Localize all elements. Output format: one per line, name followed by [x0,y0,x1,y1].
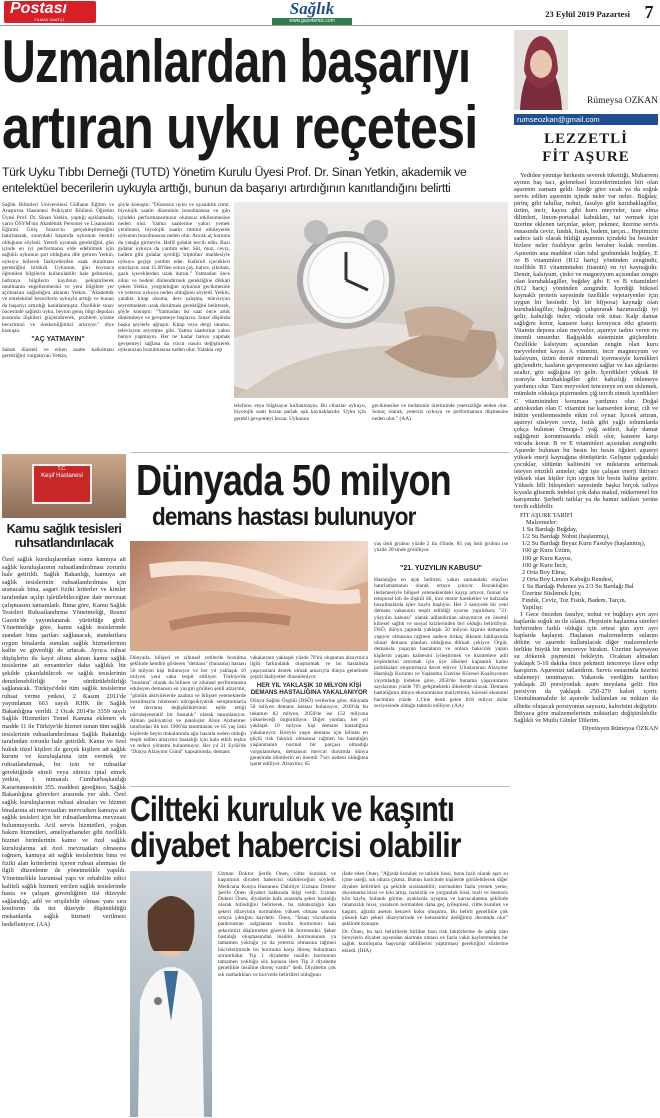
ingredient: 1/2 Su Bardağı Beyaz Kuru Fasulye (haşlanmış), [522,540,646,548]
diyabet-col1: Uzman Doktor Şerife Önen, ciltte kuruluk ve kaşıntının diyabet habercisi olabileceğini söyledi. Medicana Konya Hastanesi Dahiliye Uzmanı Doktor Şerife Önen diyabet hakkında bilgi verdi. Uzman Doktor Önen, diyabetin halk arasında şeker hastalığı olarak bilindiğini belirterek, bu rahatsızlığın kan şekeri düzeyinin normalden yüksek olması sonucu ortaya çıktığını kaydetti. Önen, "İnsan vücudunda pankreastan salgılanan insulin hormonun kan şekerimizi düşürmekte görevli bir hormondur. Şeker hastalığı oluşmasından insülin hormonunun ya tamamen yokluğu ya da yetersiz olmasına rağmen hücrelerimizde bu hormona karşı direnç bulunması sorumludur. Tip 1 diyabette insülin hormonun tamamen yokluğu söz konusu iken Tip 2 diyabette genellikle insüline direnç vardır" dedi. Diyabetin çok sık rastladıkları ve kuvvetle belirtileri olduğunu [218,871,336,978]
diyabet-col2: ifade eden Önen, "Ağızda kuruluk ve tatlılık hissi, bunu hızlı olarak aşırı su içme isteği, sık idrara çıkma. Bunun haricinde kişilerde görülebilecek diğer diyabet belirtileri şu şekilde sıralanabilir; normalden fazla yemek yeme, doyamama hissi ve kilo artışı, halsizlik ve yorgunluk hissi, hızlı ve istemsiz kilo kaybı, bulanık görme, ayaklarda uyuşma ve karıncalanma şeklinde rahatsızlık hissi, yaraların normalden daha geç iyileşmesi, ciltte kuruluk ve kaşıntı, ağızda aseton benzeri koku oluşumu. Bu belirti genellikle çok yüksek kan şekeri düzeylerinde ve ketoasidoz dediğimiz durumda olur" şeklinde konuştu. Dr. Önen, bu tarz belirtilerle birlikte bazı risk faktörlerine de sahip olan bireylerin diyabet açısından alarmda olması ve fazla vakit kaybetmeden bir sağlık kuruluşuna başvurup tahlillerini yaptırması gerektiğini sözlerine ekledi. (İHA) [342,871,508,954]
ingredient: 1 Su Bardağı Pekmez ya 2/3 Su Bardağı Bal [522,582,634,590]
hands-photo [130,541,368,651]
column-title: LEZZETLİ FİT AŞURE [542,131,630,165]
article-col4: gecikmesine ve melatonin üretiminde yetersizliğe neden olur. Sonuç olarak, yetersiz uykuya ve performansın düşmesine neden olur." (AA) [372,403,508,422]
article-deck: Türk Uyku Tıbbı Derneği (TUTD) Yönetim Kurulu Üyesi Prof. Dr. Sinan Yetkin, akademik ve entelektüel becerilerin uykuyla arttığı, bunun da başarıyı artırdığının kanıtlandığını belirtti [2,165,467,195]
page-number: 7 [644,2,654,22]
columnist-photo [514,30,568,110]
ingredient: Fındık, Ceviz, Toz Fıstık, Badem, Tarçın. [522,596,627,604]
article-uyku [0,28,510,450]
hospital-sign: T.C. Keşif Hastanesi [32,464,92,504]
article-kamu [0,452,128,1118]
section-title: Sağlık [289,0,335,18]
article-col2: şöyle konuştu: "Düzensiz uyku ve uyanıklık ritmi, biyolojik saatin düzeninin bozulmasına ve gün içindeki performansımızın olumsuz etkilenmesine neden olur. Yatma saatlerine yakın yemek yenilmesi, biyolojik saatin ritmini etkileyerek uykunun bozulmasına neden olur. Ancak aç karnına da yatağa girmeyin. Hafif gıdalar tercih edin. Bazı gıdalar uykuya da yardım eder. Süt, muz, ceviz, badem gibi gıdalar içerdiği 'triptofan' maddesiyle uykuya geçişe yardım eder. Kafeinli içecekleri sınırlayın, saat 15.00'den sonra çay, kahve, çikolata, gazlı içeceklerden uzak durun." Yatmadan önce zihni ve bedeni dinlendirmek gerektiğine dikkati çeken Yetkin, yorgunluğun uykunun gecikmesine ve yetersiz uykuya neden olduğunu söyledi. Yetkin, yatakta kitap okuma, ders çalışma, televizyon seyretmekten uzak durulması gerektiğini belirterek, şöyle konuştu: "Yatmadan iki saat önce artık dinlenmeye ve gevşemeye başlayın. Sınav düşünda başka şeylerle uğraşın. Kitap veya dergi okuma, televizyon seyretme gibi. Yatma saatlerine yakın banyo yapmayın. Her ne kadar banyo yapmak gevşemeyi sağlasa da vücut ısısını değiştirerek uykunuzun bozulmasına neden olur. Yatakta cep [118,202,230,353]
kamu-headline: Kamu sağlık tesisleri ruhsatlandırılacak [6,522,122,550]
columnist-avatar [514,30,568,110]
demans-headline-line1: Dünyada 50 milyon [136,457,451,505]
hospital-sign-photo [2,454,126,518]
ingredient: 2 Orta Boy Limon Kabuğu Rendesi, [522,575,614,583]
headline-line1: Uzmanlardan başarıyı [2,30,471,95]
ingredient: 2 Orta Boy Elma, [522,568,567,576]
demans-col1: Dünyada, bilişsel ve zihinsel yetilerde bozulma şeklinde kendini gösteren "demans" (bunama) hastası 50 milyon kişi bulunuyor ve her yıl yaklaşık 10 milyon yeni vaka tespit ediliyor. Türkiye'de "bunama" olarak da bilinen ve zihinsel performansta etkileyen demansın en yaygın görülen şekli alzaymır, "günlük aktivitelerde azalma ve bilişsel yeteneklerde bozulmayla nitelenen nöropsikiyatrik semptomlarla ve davranış değişikliklerinin eşlik ettiği nörodejeneratif bir hastalık" olarak tanımlanıyor. Alman psikiyatrist ve patolojist Alois Alzheimer tarafından ilk kez 1906'da tanımlanan ve 65 yaş üstü kişilerde beyin dokularında ağır hasarla neden olduğu tespit edilen alzaymır hastalığı için hala etkili teşhis ve tedavi yöntemi bulunmuyor. Her yıl 21 Eylül'de "Dünya Alzaymır Günü" kapsamında, demans [130,655,246,756]
kamu-body: Özel sağlık kuruluşlarından sonra kamuya ait sağlık kuruluşlarının ruhsatlandırılması zorunlu hale getirildi. Sağlık Bakanlığı, kamuya ait sağlık tesislerinin ruhsatlandırılması için aranacak bina, asgari fiziki kriterler ve kimler tarafından açılıp işletilebileceğine dair mevzuat çalışmasını tamamladı. Buna göre, Kamu Sağlık Tesisleri Ruhsatlandırma Yönetmeliği, Resmi Gazete'de yayımlanarak yürürlüğe girdi. Yönetmeliğe göre, kamu sağlık tesislerinde standart bina şartları sağlanacak, standartlara uygun binalarda sunulan sağlık hizmetlerinin kalite ve güvenliği de artacak. Ayrıca ruhsat düşüşlerin ile kayıt altına alınan kamu sağlık tesislerine ait envanterler daha sağlıklı bir şekilde çıkarılabilecek ve sağlık tesislerinin denetlenebilirliği ve sürdürülebilirliği sağlanacak. Türkiye'deki tüm sağlık tesislerine ruhsat verme yetkisi, 2 Kasım 2011'de yayımlanan 663 sayılı KHK ile Sağlık Bakanlığına verildi. 2 Ocak 2014'te 3359 sayılı Sağlık Hizmetleri Temel Kanuna eklenen ek madde 11 ile Türkiye'de hizmet sunan tüm sağlık tesislerinin ruhsatlandırılması Sağlık Bakanlığı tarafından zorunlu hale getirildi. Kamu ve özel hukuk tüzel kişileri ile gerçek kişilere ait sağlık kurum ve kuruluşlarına izin vermek ve ruhsatlandırmak, bu izin ve ruhsatlar gerektiğinde süreli veya süresiz iptal etmek yetkisi, 1 numaralı Cumhurbaşkanlığı Kararnamesinin 355. maddesi gereğince, Sağlık Bakanlığına görevleri arasında yer aldı. Özel sağlık kuruluşlarının ruhsat almaları ve hizmet binalarına ait mevzuatları mevcutken kamuya ait sağlık tesisleri için bir ruhsatlandırma mevzuatı bulunmuyordu. Acil servis hizmetleri, yoğun bakım hizmetleri, ameliyathaneler gibi özellikli hizmet birimlerinin kamu ve özel sağlık kuruluşlarına ait özel mevzuatları olmasına rağmen, kamuya ait sağlık tesislerinin bina ve fiziki alan kriterlerini içeren ruhsat alınması ile ilgili düzenleme de yönetmelikle yapıldı. Yönetmelikle kurumsal yapı ve rehabilite edici kaliteli sağlık hizmeti verilen sağlık tesislerinde hasta ve çalışan güvenliğinin üst düzeyde sağlandığı, adil ve erişilebilir olması yanı sıra konforun da üst düzeyde düşünüldüğü mekanlarda sağlık hizmeti verilmesi hedefleniyor. (AA) [2,556,126,928]
article-diyabet [130,786,510,1118]
ingredient: Üzerine Süslemek İçin; [522,589,582,597]
doctor-photo [130,871,212,1117]
article-col1: Sağlık Bilimleri Üniversitesi Gülhane Eğitim ve Araştırma Hastanesi Psikiyatri Bölümü Öğretim Üyesi Prof. Dr. Sinan Yetkin, yaptığı açıklamada, yarın ÖSYM'nin Akademik Personel ve Lisansüstü Eğitimi Giriş Sınavı'nı gerçekleştireceğini hatırlatarak, sınavdaki başarıda uykunun önemli olduğunu söyledi. Yeterli uyumak gerektiğini, gün içinde en iyi performansı elde edebilmek için sağlıklı uykunun şart olduğunu dile getiren Yetkin, uykuyu bölecek faaliyetlerden uzak durulması gerektiğini bildirdi. Uykunun, gün boyunca öğrenilen bilgilerin kullanılabilir hale gelmesini, hafızaya bilgilerin kaydının pekiştirilerek unutmanın engellenmesini ve yeni bilgilere yer açılmasını sağladığını aktaran Yetkin, "Akademik ve entelektüel becerilerin uykuyla arttığı ve bunun da başarıyı artırdığı kanıtlanmıştır. Özellikle sınav öncesinde sağlıklı uyku, beynin geniş bilgi depoları arasında ilişkileri güçlendirerek, problem çözme becerimizi ve üretkenliğimizi artırıyor." diye konuştu. "AÇ YATMAYIN" Sabah düzenli ve erken saatte kalkılması gerektiğini vurgulayan Yetkin, [2,202,114,359]
columnist-section [512,28,660,1118]
masthead [0,0,660,26]
headline-line2: artıran uyku reçetesi [2,96,478,161]
ingredient: 100 gr Kuru Kayısı, [522,554,573,562]
demans-col3a: yaş üstü grubun yüzde 2 ila 4'ünde, 85 yaş üstü grubun ise yüzde 20'sinde görülüyor. [374,541,508,554]
ingredient: 1/2 Su Bardağı Nohut (haşlanmış), [522,533,610,541]
ingredient: 1 Su Bardağı Buğday, [522,526,578,534]
newspaper-logo [4,1,96,23]
demans-headline-line2: demans hastası bulunuyor [152,503,416,531]
holding-hands-icon [130,541,368,651]
section-url: www.gazetemiz.com [272,18,352,25]
clock-sleep-photo [234,202,508,398]
article-col3: telefonu veya bilgisayar kullanmayın. Bu cihazlar uykuyu, biyolojik saati bozan parlak ışık kaynaklarıdır. Uyku için gerekli gevşemeyi bozar. Uykunun [234,403,366,422]
demans-col2: vakalarının yaklaşık yüzde 70'ini oluşturan alzaymır'a ilgili farkındalık oluşturmak ve bu hastalıkla yaşayanlara destek olmak amacıyla dünya genelinde çeşitli faaliyetler düzenleniyor. HER YIL YAKLAŞIK 10 MİLYON KİŞİ DEMANS HASTALIĞINA YAKALANIYOR Dünya Sağlık Örgütü (DSÖ) verilerine göre, dünyada 50 milyon demans hastası bulunuyor, 2030'da bu rakamın 82 milyon, 2050'de ise 152 milyona yükseleceği öngörülüyor. Diğer yandan, her yıl yaklaşık 10 milyon kişi demans hastalığına yakalanıyor. Bireyin yaşın demans için bilinen en güçlü risk faktörü olmasına rağmen bu hastalığın yaşlanmanın normal bir parçası olmadığı vurgulanırken, demansın mevcut durumda dünya genelinde ölümlerin en önemli 7'nci nedeni olduğuna işaret ediliyor. Alzaymır, 65 [250,655,368,768]
doctor-portrait-icon [130,871,212,1117]
issue-date: 23 Eylül 2019 Pazartesi [545,9,630,19]
diyabet-headline-line2: diyabet habercisi olabilir [130,827,461,865]
alarm-clock-icon [234,202,508,398]
logo-subtext: YILMAZ SAATÇİ [34,17,64,22]
diyabet-headline-line1: Ciltteki kuruluk ve kaşıntı [130,791,454,829]
ingredient: 100 gr Kuru Üzüm, [522,547,572,555]
columnist-name: Rümeysa ÖZKAN [587,96,658,106]
ingredient: 100 gr Kuru İncir, [522,561,568,569]
demans-subhead2: "21. YÜZYILIN KABUSU" [400,565,482,572]
demans-col3b: Hastalığın en açık belirtisi, yakın zamandaki olayları hatırlamamanın olarak ortaya çıkıyor. Bozukluğun ilerlemesiyle bilişsel yeteneklerdeki kayıp artıyor, fonnal ve temporal lob ile ilişkili dil, ince motor hareketler ve hafızada bozulmalarda işlev kaybı başlıyor. Her 3 saniyede bir yeni demans vakasının tespit edildiği uyarısı yapılırken, "21. yüzyılın kabusu" olarak adlandırılan alzaymırın en önemli küresel sağlık ve sosyal krizlerinden biri olduğu belirtiliyor. DSÖ, dünya çapında yaklaşık 50 milyon kişinin demansla yaşıyor olmasına rağmen sadece birkaç ülkenin hâlihazırda ulusal demans planları olduğuna dikkati çekiyor. Örgüt, demansla yaşayan hastaların ve onlara bakıcılık yapan kişilerin yaşam kalitesini iyileştirmek ve hizmetlere adil erişimlerini artırmak için üye ülkeleri kapsamlı kamu politikaları oluşturmaya davet ediyor. Uluslararası Alzaymır Hastalığı Kurumu ve Yaşlanma Üzerine Küresel Koalisyonun yayımladığı indekse göre, 2050'de bunama yaşayanların sayılarının yüzde 70'i gelişmekteki ülkelerde olacak. Demans hastalığının dünya ekonomisine maliyetinin, küresel ekonomi hacminin yüzde 1,1'ine denk gelen 818 milyar dolar seviyesinde olduğu tahmin ediliyor. (AA) [374,577,508,709]
column-body: Yediden yetmişe herkesin severek tükettiği, Muharrem ayının baş tacı, geleneksel lezzetlerimizden biri olan aşurenin zamanı geldi. İsteğe göre sıcak ya da soğuk servis edilen aşurenin içinde neler var neler.. Buğday, pirinç gibi tahıllar, nohut, fasulye gibi kurubaklagiller, üzüm, incir, kayısı gibi kuru meyveler, taze elma dilimleri, limon-portakal kabukları, tat vermek için üzerine eklenen tarçınlar, şeker, pekmez, üzerine servis esnasında ceviz, fındık, fıstık, badem, tarçın... Hepimizin sadece tatlı olarak bildiği aşurenin içindeki bu besinler bizlere neler fısıldıyor gelin beraber kulak verelim. Aşurenin ana maddesi olan tahıl grubundaki buğday, E ve B vitaminleri (B12 hariç) yönünden zengindir, özellikle B1 vitamininden (tiamin) en iyi kaynağıdır. Demir, kalsiyum, çinko ve magnezyum açısından zengin olan kurubaklagiller, buğday gibi E ve B vitaminleri (B12 hariç) yönünden zengindir. İçerdiği bitkisel kaynaklı protein sayesinde özellikle vejetaryenler için uygun bir besindir. İyi bir lif(posa) kaynağı olan kurubaklagiller, bağırsağı çalıştırarak hazımsızlığı iyi gelir, kabızlığı önler, vücuda tok tutar. Kalp damar sağlığını korur, kansere karşı koruyucu etki gösterir. Vitamin deposu olan meyveler, aşureye tadını veren en önemli unsurdur. Bağışıklık sisteminin güçlendirir. Özellikle kalsiyum açısından zengin olan kuru meyvelerden kayısı A vitamini, incir magnezyum ve kalsiyum, üzüm demir minerali içermesiyle kemikleri güçlendirir, kasların gevşemesini sağlar ve kas ağrılarını azaltır, göz sağlığına iyi gelir. İçerdikleri yüksek lif oranıyla kurubaklagiller gibi kabızlığı önlemeye yardımcı olur. Taze meyveleri tencereye en son eklemek, mümkün oldukça pişirmeden çiğ tercih etmek içerdikleri C vitamininden koruması yardımcı olur. Doğal antioksidan olan C vitamini ise kanserden korur, cilt ve bütün yenilenmesinde etkin rol oynar. İçecek artıran, aşureyi süsleyen ceviz, fıstık gibi yağlı tohumlarda çokça bulunan Omega-3 yağ asitleri, kalp damar sağlığının korunmasında etkili olur, kansere karşı vücudu korur. B ve E vitaminleri açısından zengindir. Aşurede bulunan bu besin bu besin öğeleri aşureyi yüksek enerji kaynağına dönüştürür. Gelişme çağındaki çocuklar, sütünün kalitesini ve miktarını arttırmak isteyen emzikli anneler, ağır işte çalışan enerji ihtiyacı yüksek olan kişiler için uygun bir besin haline getirir. Yüksek lifli bileşenleri sayesinde başka birçok tatlıya kıyasla glisemik indeksi çok daha makul, mükemmel bir karışımdır. Şerbetli tatlılar ya da hamur tatlıları yerine tercih edilebilir. FİT AŞURE TARİFİ Malzemeler: 1 Su Bardağı Buğday, 1/2 Su Bardağı Nohut (haşlanmış), 1/2 Su Bardağı Beyaz Kuru Fasulye (haşlanmış), 100 gr Kuru Üzüm, 100 gr Kuru Kayısı, 100 gr Kuru İncir, 2 Orta Boy Elma, 2 Orta Boy Limon Kabuğu Rendesi, 1 Su Bardağı Pekmez ya 2/3 Su Bardağı Bal Üzerine Süslemek İçin; Fındık, Ceviz, Toz Fıstık, Badem, Tarçın. Yapılışı: 1 Gece önceden fasulye, nohut ve buğdayı ayrı ayrı kaplarda soğuk su ile islatın. Hepsinin haşlanma süreleri birbirinden farklı olduğu için ertesi gün ayrı ayrı kaplarda haşlayın. Haşlanan malzemelerin sularını dökün ve aşurede kullanılacak diğer malzemelerle birlikte büyük bir tencereye birakın. Üzerine kaynayan su dökerek pişmesini bekleyin. Ocaktan almadan yaklaşık 5-10 dakika önce pekmezi tencereye ilave edip karıştırın. Aşurenizi tatlandırın. Servis esnasında üzerini süslemeyi unutmayın. Yukarıda verdiğim tariften yaklaşık 20 porsiyonluk aşure meydana gelir. Her porsiyon da yaklaşık 250-270 kalori içerir. Unutulmamalıdır ki aşurede kullanılan su miktarı da elbette olușacak porsiyonun sayısını, kalorisini değiştirir. İhtiyaca göre malzemelerinin miktarları değiştirilebilir. Sağlıklı ve Mutlu Günler Dilerim. Diyetisyen Rümeysa ÖZKAN [514,172,658,732]
columnist-email[interactable]: rumseozkan@gmail.com [514,114,658,125]
logo-text: Postası [10,1,67,17]
article-demans [130,452,510,782]
